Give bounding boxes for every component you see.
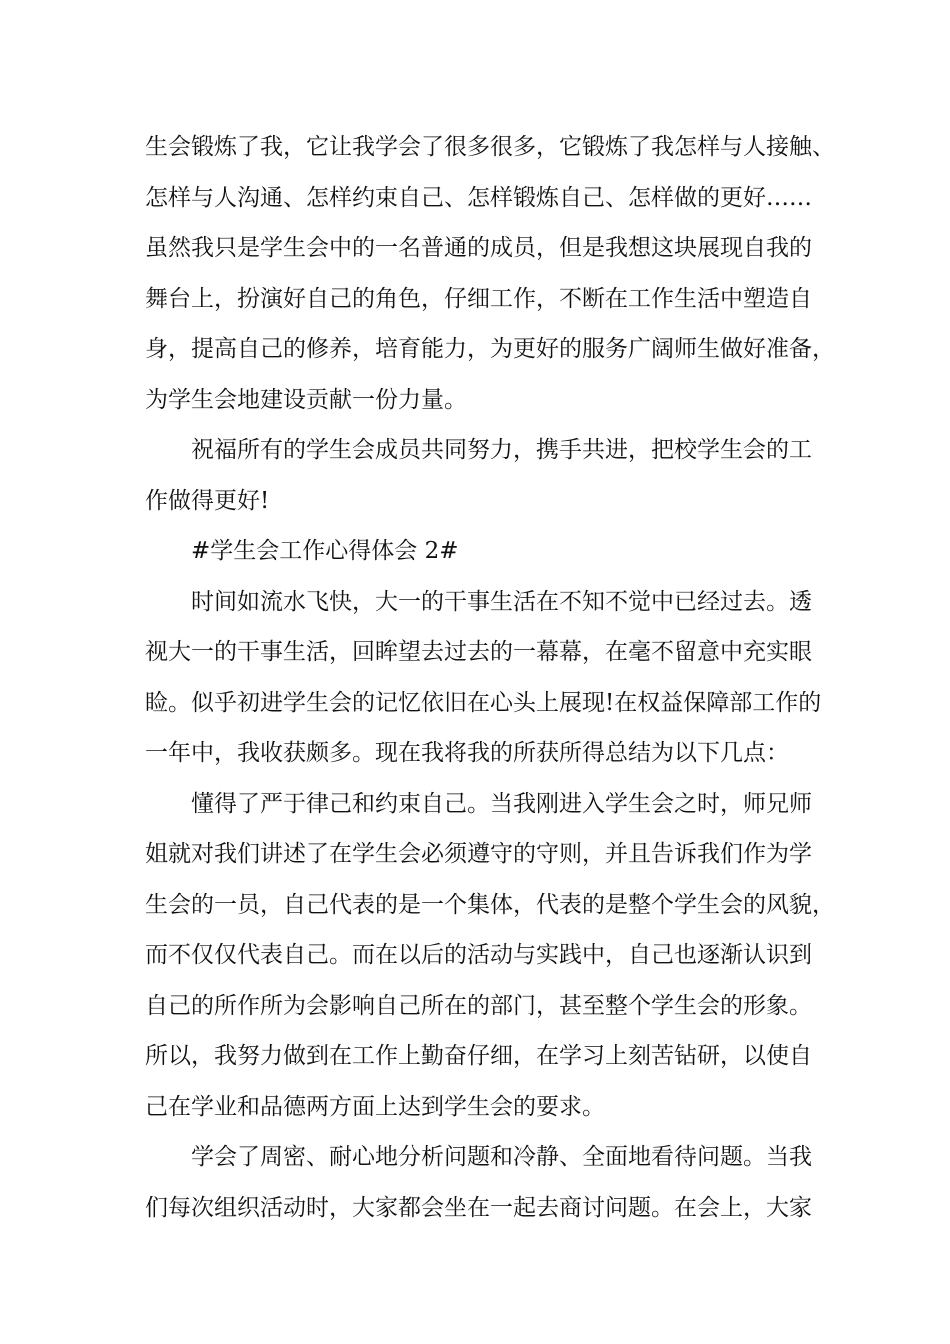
text-line: 视大一的干事生活，回眸望去过去的一幕幕，在毫不留意中充实眼: [145, 639, 812, 665]
text-line: 作做得更好!: [145, 487, 270, 514]
text-line: 一年中，我收获颇多。现在我将我的所获所得总结为以下几点：: [145, 740, 789, 766]
text-line: 所以，我努力做到在工作上勤奋仔细，在学习上刻苦钻研，以使自: [145, 1043, 812, 1069]
text-line: 身，提高自己的修养，培育能力，为更好的服务广阔师生做好准备，: [145, 336, 835, 362]
text-line: 自己的所作所为会影响自己所在的部门，甚至整个学生会的形象。: [145, 992, 812, 1019]
text-line: 祝福所有的学生会成员共同努力，携手共进，把校学生会的工: [191, 437, 812, 463]
text-line: 睑。似乎初进学生会的记忆依旧在心头上展现!在权益保障部工作的: [145, 689, 822, 716]
text-line: 虽然我只是学生会中的一名普通的成员，但是我想这块展现自我的: [145, 235, 812, 261]
text-line: 为学生会地建设贡献一份力量。: [145, 386, 467, 413]
text-line: 懂得了严于律己和约束自己。当我刚进入学生会之时，师兄师: [191, 790, 812, 817]
text-line: 时间如流水飞快，大一的干事生活在不知不觉中已经过去。透: [191, 588, 812, 615]
text-line: 己在学业和品德两方面上达到学生会的要求。: [145, 1093, 605, 1120]
text-line: 生会锻炼了我，它让我学会了很多很多，它锻炼了我怎样与人接触、: [145, 134, 835, 160]
text-line: 怎样与人沟通、怎样约束自己、怎样锻炼自己、怎样做的更好……: [145, 184, 812, 211]
document-body: [145, 122, 835, 1233]
text-line: #学生会工作心得体会 2#: [191, 538, 459, 564]
text-line: 舞台上，扮演好自己的角色，仔细工作，不断在工作生活中塑造自: [145, 285, 812, 312]
text-line: 们每次组织活动时，大家都会坐在一起去商讨问题。在会上，大家: [145, 1194, 812, 1221]
text-line: 生会的一员，自己代表的是一个集体，代表的是整个学生会的风貌，: [145, 891, 835, 918]
text-line: 而不仅仅代表自己。而在以后的活动与实践中，自己也逐渐认识到: [145, 942, 812, 968]
text-line: 学会了周密、耐心地分析问题和冷静、全面地看待问题。当我: [191, 1144, 812, 1170]
text-line: 姐就对我们讲述了在学生会必须遵守的守则，并且告诉我们作为学: [145, 841, 812, 867]
